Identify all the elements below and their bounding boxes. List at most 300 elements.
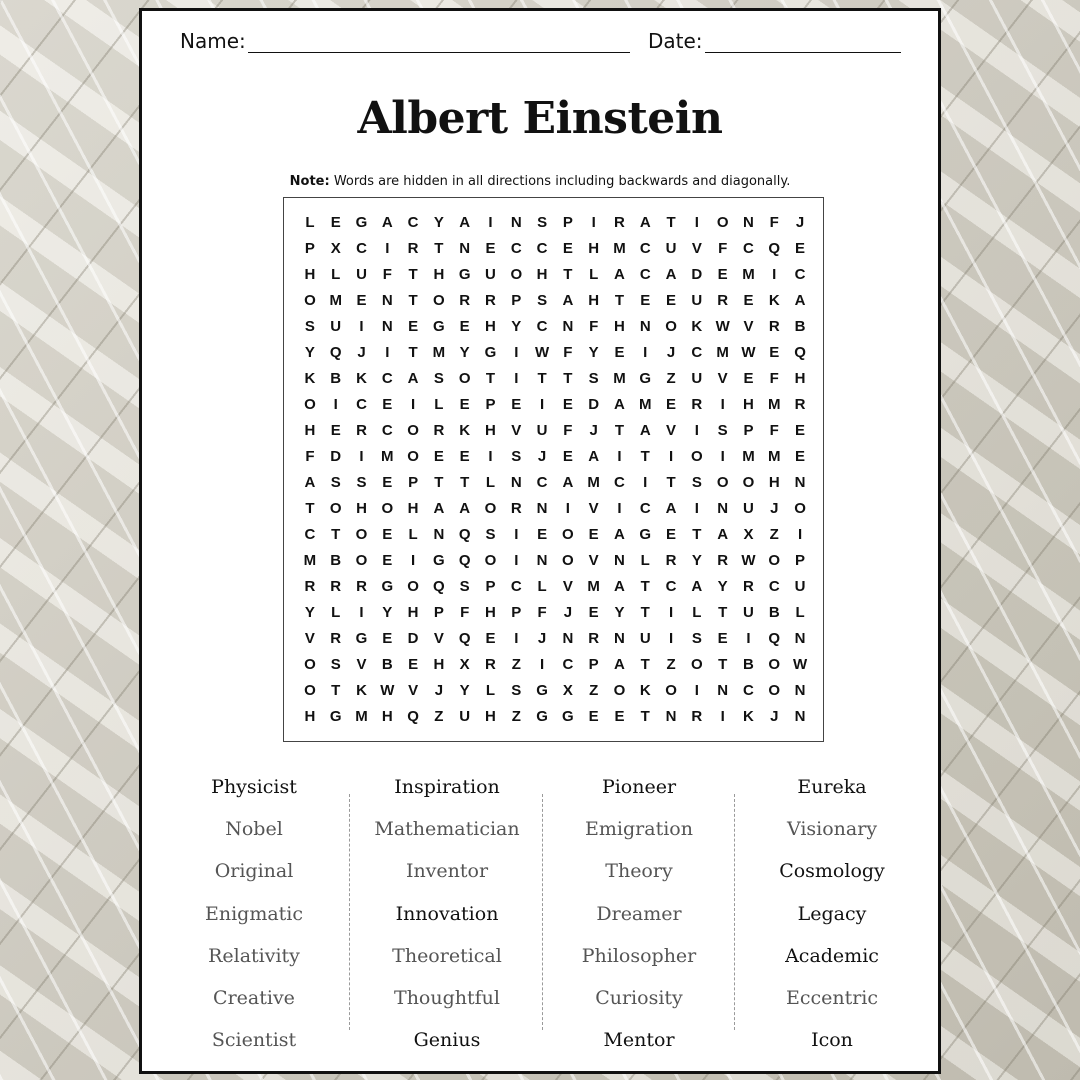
grid-letter: C — [794, 266, 806, 283]
grid-letter: V — [433, 630, 444, 647]
grid-letter: G — [433, 552, 445, 569]
word-item: Creative — [213, 986, 295, 1009]
grid-letter: E — [382, 396, 393, 413]
grid-letter: L — [640, 552, 650, 569]
date-field — [648, 29, 901, 53]
word-search-grid — [283, 197, 824, 742]
grid-letter: I — [514, 344, 519, 361]
grid-letter: I — [668, 604, 674, 621]
word-item: Genius — [413, 1029, 481, 1052]
grid-letter: C — [356, 240, 367, 257]
grid-letter: U — [459, 708, 471, 725]
grid-letter: I — [359, 448, 364, 465]
grid-letter: R — [356, 422, 367, 439]
grid-letter: T — [434, 474, 444, 491]
grid-letter: R — [691, 708, 703, 725]
grid-letter: T — [666, 214, 676, 231]
grid-letter: C — [665, 578, 677, 595]
grid-letter: M — [716, 344, 729, 361]
word-item: Philosopher — [581, 944, 697, 967]
grid-letter: E — [382, 526, 393, 543]
grid-letter: T — [408, 292, 418, 309]
grid-letter: B — [381, 656, 393, 673]
grid-letter: K — [639, 682, 651, 699]
grid-letter: A — [459, 500, 471, 517]
grid-letter: N — [794, 708, 806, 725]
grid-letter: E — [769, 344, 780, 361]
grid-letter: C — [614, 474, 625, 491]
grid-letter: M — [613, 370, 626, 387]
grid-letter: U — [639, 630, 651, 647]
grid-letter: P — [588, 656, 599, 673]
word-column-4 — [737, 766, 927, 1061]
word-item: Inspiration — [394, 776, 500, 798]
grid-letter: O — [562, 552, 574, 569]
grid-letter: A — [459, 214, 471, 231]
grid-letter: A — [614, 526, 625, 543]
grid-letter: H — [433, 266, 445, 283]
grid-letter: I — [359, 318, 364, 335]
grid-letter: O — [742, 474, 755, 491]
grid-letter: C — [510, 578, 522, 595]
grid-letter: O — [562, 526, 574, 543]
grid-letter: A — [614, 396, 625, 413]
grid-letter: S — [691, 474, 702, 491]
grid-letter: A — [691, 578, 703, 595]
grid-letter: Q — [407, 708, 419, 725]
grid-letter: E — [666, 526, 677, 543]
name-blank-line — [248, 30, 630, 53]
grid-letter: M — [767, 396, 781, 413]
grid-letter: Y — [717, 578, 728, 595]
grid-letter: J — [589, 422, 598, 439]
grid-letter: H — [614, 318, 625, 335]
grid-letter: S — [537, 214, 548, 231]
grid-letter: F — [460, 604, 470, 621]
grid-letter: F — [537, 604, 547, 621]
grid-letter: O — [613, 682, 626, 699]
grid-letter: V — [666, 422, 677, 439]
grid-letter: I — [746, 630, 751, 647]
grid-letter: S — [691, 630, 702, 647]
grid-letter: N — [510, 214, 522, 231]
grid-letter: L — [537, 578, 547, 595]
grid-letter: I — [488, 448, 493, 465]
grid-letter: W — [741, 552, 756, 569]
grid-letter: A — [665, 500, 677, 517]
word-item: Mentor — [603, 1029, 675, 1052]
grid-letter: K — [459, 422, 471, 439]
grid-letter: F — [769, 422, 779, 439]
grid-letter: E — [795, 448, 806, 465]
grid-letter: K — [768, 292, 780, 309]
grid-letter: C — [639, 240, 651, 257]
word-item: Mathematician — [374, 818, 520, 841]
grid-letter: T — [614, 422, 625, 439]
grid-letter: E — [717, 266, 728, 283]
grid-letter: I — [411, 552, 416, 569]
grid-letter: A — [639, 422, 651, 439]
grid-letter: C — [743, 240, 754, 257]
grid-letter: N — [717, 500, 729, 517]
grid-letter: K — [304, 370, 316, 387]
word-item: Visionary — [786, 818, 878, 841]
grid-letter: R — [510, 500, 522, 517]
grid-letter: C — [381, 422, 393, 439]
grid-letter: Y — [614, 604, 625, 621]
grid-letter: M — [432, 344, 446, 361]
grid-letter: V — [511, 422, 522, 439]
word-item: Inventor — [405, 860, 489, 883]
worksheet-page — [139, 8, 941, 1074]
grid-letter: Q — [458, 526, 471, 543]
grid-letter: B — [330, 370, 342, 387]
word-item: Original — [214, 860, 294, 883]
grid-letter: O — [510, 266, 523, 283]
grid-letter: R — [330, 630, 342, 647]
grid-letter: E — [382, 552, 393, 569]
grid-letter: E — [459, 448, 470, 465]
grid-letter: E — [459, 318, 470, 335]
grid-letter: Z — [511, 708, 521, 725]
grid-letter: Y — [588, 344, 599, 361]
grid-letter: G — [329, 708, 342, 725]
grid-letter: C — [562, 656, 574, 673]
grid-letter: O — [329, 500, 342, 517]
grid-letter: M — [303, 552, 317, 569]
grid-letter: G — [355, 214, 368, 231]
grid-letter: O — [304, 656, 316, 673]
word-item: Academic — [785, 944, 879, 967]
grid-letter: M — [767, 448, 781, 465]
grid-letter: O — [304, 292, 316, 309]
grid-letter: I — [591, 214, 596, 231]
grid-letter: T — [640, 604, 650, 621]
grid-letter: V — [408, 682, 419, 699]
grid-letter: S — [356, 474, 367, 491]
grid-letter: N — [614, 630, 625, 647]
grid-letter: C — [536, 474, 548, 491]
grid-letter: I — [359, 604, 364, 621]
grid-letter: O — [433, 292, 445, 309]
grid-letter: B — [794, 318, 806, 335]
grid-letter: Q — [794, 344, 806, 361]
grid-letter: P — [304, 240, 315, 257]
grid-letter: G — [639, 370, 652, 387]
grid-letter: U — [691, 370, 703, 387]
grid-letter: E — [588, 708, 599, 725]
grid-letter: I — [772, 266, 777, 283]
grid-letter: O — [407, 578, 419, 595]
grid-letter: S — [459, 578, 470, 595]
grid-letter: J — [770, 500, 779, 517]
grid-letter: O — [484, 552, 497, 569]
grid-letter: N — [639, 318, 651, 335]
grid-letter: P — [433, 604, 444, 621]
grid-letter: S — [511, 448, 522, 465]
word-item: Scientist — [211, 1029, 297, 1052]
grid-letter: J — [537, 448, 547, 465]
grid-letter: H — [304, 266, 316, 283]
grid-letter: E — [562, 240, 573, 257]
grid-letter: I — [617, 500, 622, 517]
grid-letter: Z — [589, 682, 599, 699]
grid-letter: P — [511, 292, 522, 309]
grid-letter: R — [459, 292, 471, 309]
grid-letter: N — [433, 526, 445, 543]
grid-letter: K — [743, 708, 754, 725]
grid-letter: A — [614, 578, 625, 595]
grid-letter: A — [794, 292, 806, 309]
grid-letter: N — [536, 500, 548, 517]
grid-letter: H — [381, 708, 393, 725]
grid-letter: D — [691, 266, 703, 283]
grid-letter: G — [458, 266, 471, 283]
grid-letter: S — [330, 474, 341, 491]
grid-letter: N — [381, 292, 393, 309]
grid-letter: C — [536, 318, 548, 335]
grid-letter: Y — [433, 214, 444, 231]
grid-letter: V — [743, 318, 754, 335]
grid-letter: I — [539, 656, 545, 673]
grid-letter: M — [355, 708, 368, 725]
grid-letter: R — [433, 422, 445, 439]
grid-letter: J — [537, 630, 547, 647]
grid-letter: E — [614, 708, 625, 725]
grid-letter: R — [717, 292, 729, 309]
grid-letter: Z — [434, 708, 444, 725]
word-item: Pioneer — [601, 776, 677, 798]
grid-letter: L — [331, 604, 341, 621]
grid-letter: G — [536, 708, 548, 725]
grid-letter: Z — [769, 526, 779, 543]
grid-letter: R — [588, 630, 600, 647]
grid-letter: I — [385, 240, 390, 257]
grid-letter: H — [356, 500, 367, 517]
grid-letter: T — [666, 474, 676, 491]
date-label: Date: — [648, 29, 703, 53]
grid-letter: H — [536, 266, 548, 283]
grid-letter: U — [691, 292, 703, 309]
grid-letter: H — [485, 604, 496, 621]
grid-letter: I — [797, 526, 803, 543]
grid-letter: O — [355, 552, 368, 569]
grid-letter: H — [433, 656, 445, 673]
grid-letter: M — [613, 240, 626, 257]
grid-letter: M — [587, 578, 600, 595]
grid-letter: F — [563, 344, 573, 361]
word-item: Emigration — [585, 818, 693, 841]
grid-letter: T — [640, 708, 650, 725]
grid-letter: Y — [382, 604, 393, 621]
grid-letter: C — [639, 266, 651, 283]
grid-letter: R — [407, 240, 419, 257]
grid-letter: B — [330, 552, 342, 569]
grid-letter: B — [743, 656, 754, 673]
grid-letter: L — [305, 214, 315, 231]
grid-letter: H — [304, 422, 316, 439]
grid-letter: R — [356, 578, 367, 595]
grid-letter: H — [794, 370, 806, 387]
grid-letter: V — [304, 630, 315, 647]
grid-letter: H — [485, 708, 496, 725]
grid-letter: C — [510, 240, 522, 257]
word-item: Enigmatic — [204, 902, 304, 925]
word-item: Thoughtful — [394, 986, 500, 1009]
grid-letter: U — [743, 604, 754, 621]
grid-letter: X — [743, 526, 754, 543]
word-item: Eureka — [797, 776, 867, 798]
grid-letter: M — [329, 292, 342, 309]
grid-letter: L — [485, 474, 496, 491]
grid-letter: R — [614, 214, 625, 231]
grid-letter: N — [794, 682, 806, 699]
grid-letter: F — [589, 318, 599, 335]
grid-letter: L — [485, 682, 496, 699]
grid-letter: O — [716, 214, 729, 231]
grid-letter: V — [588, 500, 599, 517]
grid-letter: G — [355, 630, 368, 647]
grid-letter: J — [563, 604, 573, 621]
grid-letter: L — [795, 604, 805, 621]
grid-letter: J — [434, 682, 444, 699]
grid-letter: Z — [666, 370, 676, 387]
grid-letter: L — [408, 526, 418, 543]
grid-letter: E — [511, 396, 522, 413]
grid-letter: N — [665, 708, 677, 725]
grid-letter: L — [434, 396, 444, 413]
grid-letter: A — [588, 448, 600, 465]
grid-letter: I — [514, 630, 519, 647]
grid-letter: O — [381, 500, 394, 517]
grid-letter: T — [563, 266, 573, 283]
grid-letter: A — [381, 214, 393, 231]
grid-letter: D — [407, 630, 419, 647]
grid-letter: E — [382, 630, 393, 647]
grid-letter: H — [485, 422, 496, 439]
grid-letter: X — [562, 682, 573, 699]
grid-letter: I — [643, 474, 648, 491]
grid-letter: F — [305, 448, 315, 465]
grid-letter: E — [408, 318, 419, 335]
grid-letter: O — [407, 448, 419, 465]
grid-letter: G — [562, 708, 574, 725]
word-item: Curiosity — [595, 986, 683, 1009]
grid-letter: I — [694, 500, 699, 517]
grid-letter: B — [768, 604, 780, 621]
grid-letter: I — [668, 448, 674, 465]
grid-letter: C — [407, 214, 419, 231]
grid-letter: I — [565, 500, 570, 517]
grid-letter: G — [484, 344, 497, 361]
grid-letter: E — [614, 344, 625, 361]
grid-letter: T — [692, 526, 702, 543]
grid-letter: T — [640, 448, 650, 465]
grid-letter: P — [408, 474, 419, 491]
grid-letter: G — [381, 578, 394, 595]
grid-letter: Q — [458, 630, 471, 647]
grid-letter: C — [691, 344, 703, 361]
grid-letter: E — [588, 604, 599, 621]
grid-letter: M — [639, 396, 652, 413]
word-item: Theoretical — [392, 944, 502, 967]
grid-letter: H — [407, 604, 419, 621]
grid-letter: Y — [304, 344, 315, 361]
grid-letter: I — [643, 344, 648, 361]
grid-letter: R — [665, 552, 677, 569]
grid-letter: S — [433, 370, 444, 387]
grid-letter: S — [304, 318, 315, 335]
grid-letter: I — [668, 630, 674, 647]
grid-letter: E — [537, 526, 548, 543]
grid-letter: O — [458, 370, 471, 387]
grid-letter: O — [691, 656, 703, 673]
grid-letter: R — [743, 578, 754, 595]
grid-letter: E — [795, 240, 806, 257]
grid-letter: E — [743, 292, 754, 309]
grid-letter: L — [331, 266, 341, 283]
grid-letter: G — [433, 318, 445, 335]
grid-letter: K — [356, 370, 367, 387]
grid-letter: T — [331, 682, 341, 699]
grid-letter: H — [588, 240, 600, 257]
grid-letter: N — [794, 630, 806, 647]
grid-letter: P — [743, 422, 754, 439]
grid-letter: I — [539, 396, 545, 413]
grid-letter: U — [356, 266, 367, 283]
grid-letter: T — [718, 656, 728, 673]
grid-letter: R — [691, 396, 703, 413]
grid-letter: S — [330, 656, 341, 673]
grid-letter: Y — [304, 604, 315, 621]
grid-letter: P — [485, 578, 496, 595]
grid-letter: W — [792, 656, 808, 673]
grid-letter: C — [381, 370, 393, 387]
grid-letter: F — [563, 422, 573, 439]
grid-letter: Q — [458, 552, 471, 569]
grid-letter: Q — [768, 240, 781, 257]
grid-letter: H — [588, 292, 600, 309]
grid-letter: I — [514, 370, 519, 387]
grid-letter: H — [304, 708, 316, 725]
letter-grid — [297, 210, 813, 730]
grid-letter: T — [563, 370, 573, 387]
grid-letter: J — [357, 344, 366, 361]
grid-letter: R — [485, 656, 496, 673]
grid-letter: Y — [511, 318, 522, 335]
column-separator — [542, 794, 543, 1030]
grid-letter: C — [356, 396, 367, 413]
grid-letter: N — [614, 552, 625, 569]
grid-letter: P — [795, 552, 806, 569]
grid-letter: E — [382, 474, 393, 491]
grid-letter: A — [665, 266, 677, 283]
grid-letter: U — [485, 266, 496, 283]
grid-letter: O — [716, 474, 729, 491]
grid-letter: W — [534, 344, 550, 361]
grid-letter: U — [794, 578, 806, 595]
grid-letter: Y — [691, 552, 702, 569]
grid-letter: O — [665, 682, 677, 699]
grid-letter: E — [408, 656, 419, 673]
grid-letter: E — [666, 396, 677, 413]
grid-letter: O — [768, 682, 781, 699]
grid-letter: E — [485, 240, 496, 257]
grid-letter: R — [330, 578, 342, 595]
grid-letter: M — [587, 474, 600, 491]
grid-letter: C — [743, 682, 754, 699]
grid-letter: I — [514, 526, 519, 543]
